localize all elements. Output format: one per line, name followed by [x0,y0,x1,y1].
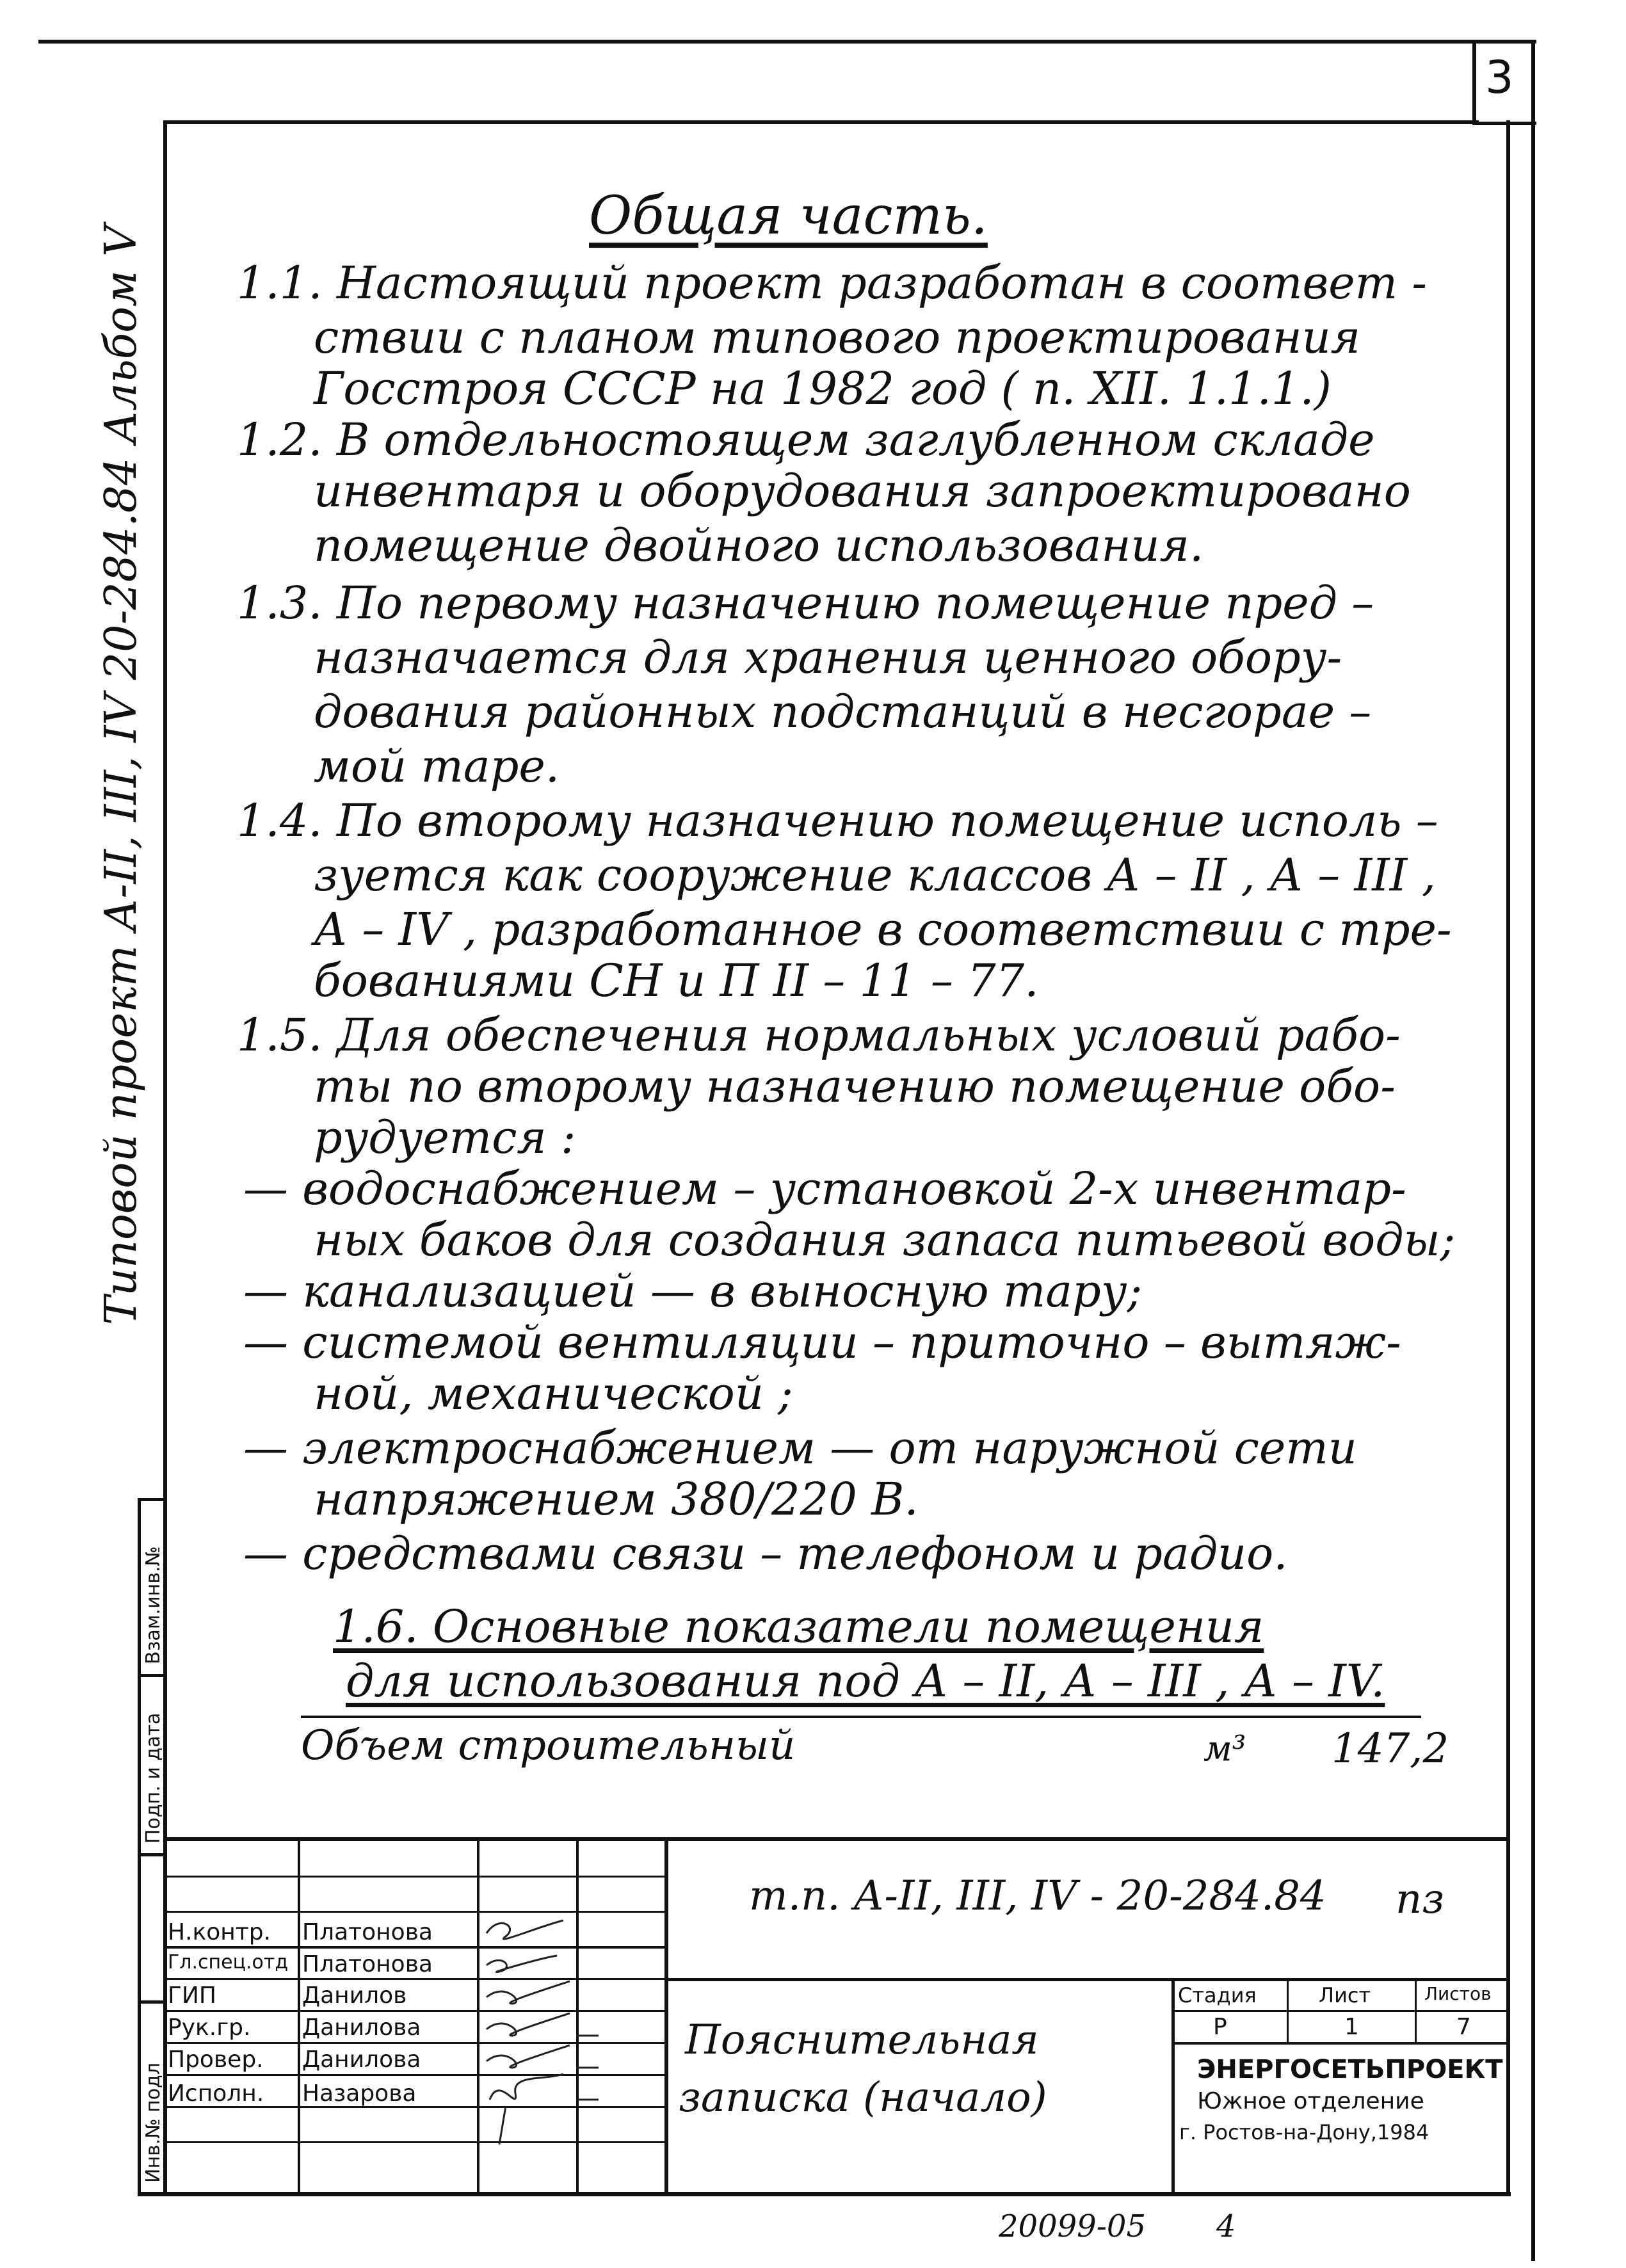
text-line: инвентаря и оборудования запроектировано [314,465,1411,517]
sheets-value: 7 [1456,2014,1471,2040]
footer-page: 4 [1216,2208,1236,2244]
sheet-header: Лист [1319,1983,1371,2007]
text-line: помещение двойного использования. [314,519,1204,572]
sheet-box-left [1472,40,1476,123]
doc-code: т.п. А-II, III, IV - 20-284.84 [749,1872,1326,1920]
indicators-rule [301,1716,1421,1718]
text-line: ты по второму назначению помещение обо- [314,1060,1396,1113]
text-line: напряжением 380/220 В. [314,1473,919,1525]
text-line: — водоснабжением – установкой 2-х инвентар- [243,1162,1406,1215]
sheet-value: 1 [1344,2014,1359,2040]
signatures [480,1908,621,2151]
tb-stage-row-1 [1171,2010,1508,2012]
doc-suffix: пз [1396,1876,1445,1923]
role-label: Провер. [168,2047,264,2073]
role-name: Платонова [302,1951,433,1977]
role-label: Исполн. [168,2080,264,2107]
stamp-div-3 [138,1853,166,1856]
role-name: Платонова [302,1919,433,1945]
tb-col-1 [298,1837,300,2192]
sheet-number: 3 [1485,51,1514,104]
tb-col-4 [664,1837,668,2192]
role-label: ГИП [168,1982,216,2009]
indicators-title-2: для использования под А – II, А – III , А – IV. [346,1655,1385,1707]
text-line: — средствами связи – телефоном и радио. [243,1527,1288,1580]
stamp-div-4 [138,2000,166,2004]
frame-bottom [138,2192,1511,2196]
org-city: г. Ростов-на-Дону,1984 [1179,2120,1429,2144]
volume-value: 147,2 [1332,1725,1449,1773]
text-line: мой таре. [314,740,560,792]
stamp-vzam: Взам.инв.№ [142,1546,165,1664]
sheets-header: Листов [1424,1983,1492,2004]
volume-unit: м³ [1203,1728,1246,1769]
org-name: ЭНЕРГОСЕТЬПРОЕКТ [1197,2055,1503,2084]
text-line: 1.4. По второму назначению помещение исполь – [237,794,1438,847]
text-line: дования районных подстанций в несгорае – [314,686,1372,738]
frame-right-outer [1531,40,1535,2261]
role-name: Данилова [302,2015,421,2041]
text-line: — системой вентиляции – приточно – вытяж- [243,1316,1401,1369]
role-label: Н.контр. [168,1919,271,1945]
volume-label: Объем строительный [301,1722,796,1769]
stage-header: Стадия [1178,1983,1257,2007]
album-label: Типовой проект А-II, III, IV 20-284.84 Альбом V [96,225,147,1325]
tb-left-grid-1 [166,1876,666,1878]
tb-stage-row-2 [1171,2042,1508,2045]
text-line: А – IV , разработанное в соответствии с тре- [314,903,1452,956]
text-line: ствии с планом типового проектирования [314,311,1361,364]
frame-right [1506,120,1510,2194]
text-line: — электроснабжением — от наружной сети [243,1422,1357,1474]
doc-title-1: Пояснительная [685,2016,1039,2064]
sheet-box-bottom [1472,122,1536,125]
role-name: Данилов [302,1982,407,2009]
role-label: Рук.гр. [168,2015,251,2041]
stamp-inv: Инв.№ подл [142,2063,165,2183]
stamp-col-left [138,1498,141,2196]
text-line: назначается для хранения ценного обору- [314,631,1342,684]
top-rule [38,40,1536,44]
stamp-div-2 [138,1674,166,1677]
role-name: Назарова [302,2080,417,2107]
tb-col-2 [477,1837,479,2192]
tb-stage-col-2 [1415,1978,1417,2043]
role-label: Гл.спец.отд [168,1951,289,1974]
text-line: 1.3. По первому назначению помещение пред – [237,577,1374,629]
text-line: бованиями СН и П II – 11 – 77. [314,954,1039,1007]
text-line: — канализацией — в выносную тару; [243,1265,1143,1317]
text-line: ных баков для создания запаса питьевой воды; [314,1214,1456,1266]
stamp-div-1 [138,1498,166,1501]
text-line: 1.5. Для обеспечения нормальных условий рабо- [237,1009,1401,1061]
stage-value: Р [1213,2014,1227,2040]
frame-left [163,120,167,2194]
tb-top [166,1837,1508,1841]
tb-stage-col-1 [1287,1978,1289,2043]
text-line: ной, механической ; [314,1367,793,1420]
frame-top [163,120,1479,124]
doc-title-2: записка (начало) [679,2074,1047,2121]
text-line: Госстроя СССР на 1982 год ( п. XII. 1.1.1.) [314,362,1332,415]
indicators-title-1: 1.6. Основные показатели помещения [333,1600,1264,1653]
text-line: рудуется : [314,1111,576,1164]
role-name: Данилова [302,2047,421,2073]
tb-mid-row [666,1978,1508,1981]
stamp-podp: Подп. и дата [142,1712,165,1844]
text-line: 1.2. В отдельностоящем заглубленном складе [237,414,1375,466]
footer-number: 20099-05 [999,2208,1146,2244]
text-line: 1.1. Настоящий проект разработан в соответ - [237,257,1427,309]
org-branch: Южное отделение [1197,2088,1424,2114]
text-line: зуется как сооружение классов А – II , А – III , [314,849,1436,901]
section-title: Общая часть. [589,186,988,246]
